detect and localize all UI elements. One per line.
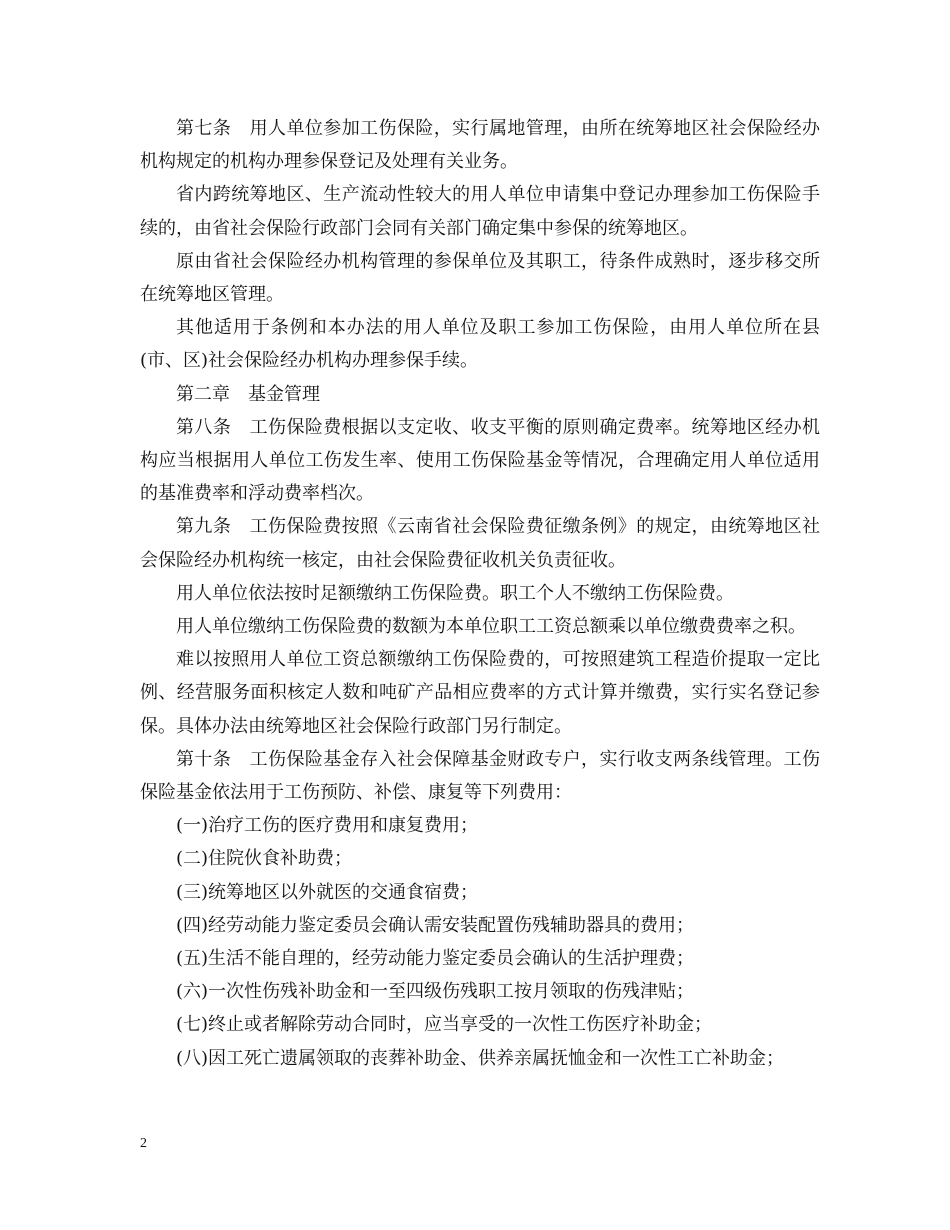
- paragraph-payment-amount: 用人单位缴纳工伤保险费的数额为本单位职工工资总额乘以单位缴费费率之积。: [176, 616, 806, 638]
- page-number: 2: [140, 1136, 147, 1151]
- paragraph-article-9: 第九条 工伤保险费按照《云南省社会保险费征缴条例》的规定，由统筹地区社会保险经办机构统一核定，由社会保险费征收机关负责征收。: [140, 516, 820, 571]
- paragraph-article-10: 第十条 工伤保险基金存入社会保障基金财政专户，实行收支两条线管理。工伤保险基金依法用于工伤预防、补偿、康复等下列费用：: [140, 748, 820, 804]
- list-item-2: (二)住院伙食补助费；: [176, 848, 353, 870]
- list-item-1: (一)治疗工伤的医疗费用和康复费用；: [176, 815, 479, 837]
- list-item-8: (八)因工死亡遗属领取的丧葬补助金、供养亲属抚恤金和一次性工亡补助金；: [176, 1047, 785, 1069]
- list-item-6: (六)一次性伤残补助金和一至四级伤残职工按月领取的伤残津贴；: [176, 981, 695, 1003]
- paragraph-cross-region: 省内跨统筹地区、生产流动性较大的用人单位申请集中登记办理参加工伤保险手续的，由省社会保险行政部门会同有关部门确定集中参保的统筹地区。: [140, 184, 820, 239]
- chapter-heading: 第二章 基金管理: [176, 383, 320, 405]
- list-item-5: (五)生活不能自理的，经劳动能力鉴定委员会确认的生活护理费；: [176, 948, 695, 970]
- list-item-3: (三)统筹地区以外就医的交通食宿费；: [176, 881, 479, 903]
- paragraph-other-units: 其他适用于条例和本办法的用人单位及职工参加工伤保险，由用人单位所在县(市、区)社会保险经办机构办理参保手续。: [140, 317, 820, 372]
- list-item-4: (四)经劳动能力鉴定委员会确认需安装配置伤残辅助器具的费用；: [176, 914, 695, 936]
- paragraph-article-7: 第七条 用人单位参加工伤保险，实行属地管理，由所在统筹地区社会保险经办机构规定的机构办理参保登记及处理有关业务。: [140, 118, 820, 173]
- paragraph-payment-duty: 用人单位依法按时足额缴纳工伤保险费。职工个人不缴纳工伤保险费。: [176, 582, 734, 604]
- list-item-7: (七)终止或者解除劳动合同时，应当享受的一次性工伤医疗补助金；: [176, 1014, 713, 1036]
- paragraph-alternative-payment: 难以按照用人单位工资总额缴纳工伤保险费的，可按照建筑工程造价提取一定比例、经营服务面积核定人数和吨矿产品相应费率的方式计算并缴费，实行实名登记参保。具体办法由统筹地区社会保险行政部门另行制定。: [140, 649, 820, 737]
- document-body: [140, 112, 820, 1075]
- paragraph-article-8: 第八条 工伤保险费根据以支定收、收支平衡的原则确定费率。统筹地区经办机构应当根据用人单位工伤发生率、使用工伤保险基金等情况，合理确定用人单位适用的基准费率和浮动费率档次。: [140, 416, 820, 505]
- paragraph-provincial-transfer: 原由省社会保险经办机构管理的参保单位及其职工，待条件成熟时，逐步移交所在统筹地区管理。: [140, 250, 820, 306]
